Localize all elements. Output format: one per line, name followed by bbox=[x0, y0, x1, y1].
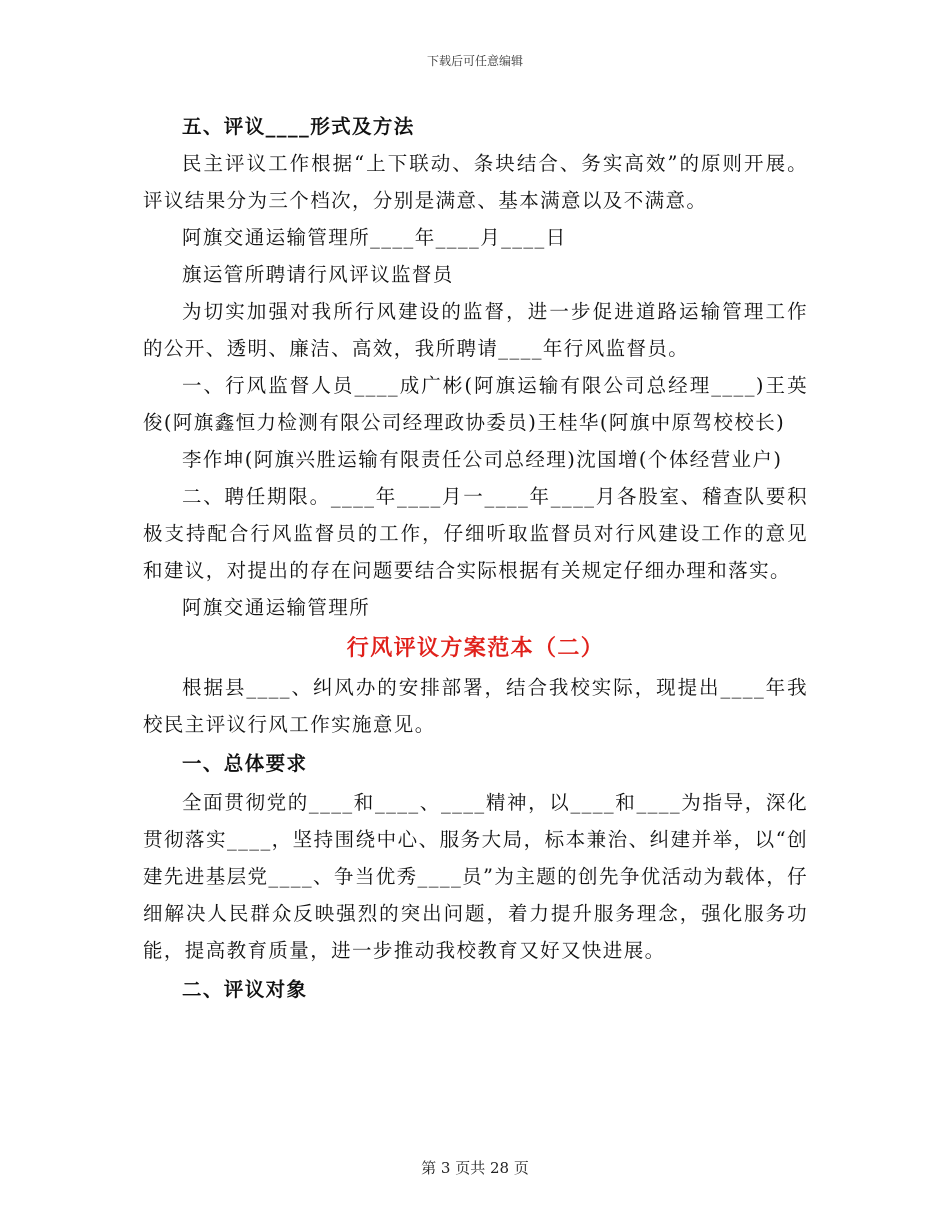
paragraph-intro: 根据县____、纠风办的安排部署，结合我校实际，现提出____年我校民主评议行风工作实施意见。 bbox=[143, 676, 808, 736]
paragraph-supervisors-continued: 李作坤(阿旗兴胜运输有限责任公司总经理)沈国增(个体经营业户) bbox=[182, 448, 783, 471]
section-heading-general-requirements: 一、总体要求 bbox=[182, 752, 308, 775]
page-number: 第 3 页共 28 页 bbox=[421, 1159, 529, 1177]
section-heading-evaluation-targets: 二、评议对象 bbox=[182, 978, 308, 1001]
page-header: 下载后可任意编辑 bbox=[426, 54, 523, 68]
paragraph-notice-title: 旗运管所聘请行风评议监督员 bbox=[182, 263, 454, 286]
section-heading-evaluation-method: 五、评议____形式及方法 bbox=[182, 115, 415, 138]
paragraph-supervisors: 一、行风监督人员____成广彬(阿旗运输有限公司总经理____)王英俊(阿旗鑫恒力检测有限公司经理政协委员)王桂华(阿旗中原驾校校长) bbox=[143, 374, 808, 434]
paragraph-purpose: 为切实加强对我所行风建设的监督，进一步促进道路运输管理工作的公开、透明、廉洁、高效，我所聘请____年行风监督员。 bbox=[143, 300, 808, 360]
paragraph-term: 二、聘任期限。____年____月一____年____月各股室、稽查队要积极支持配合行风监督员的工作，仔细听取监督员对行风建设工作的意见和建议，对提出的存在问题要结合实际根据有关规定仔细办理和落实。 bbox=[143, 485, 808, 582]
paragraph-signature: 阿旗交通运输管理所 bbox=[182, 596, 371, 619]
document-title: 行风评议方案范本（二） bbox=[346, 635, 605, 661]
paragraph-general-requirements: 全面贯彻党的____和____、____精神，以____和____为指导，深化贯彻落实____，坚持围绕中心、服务大局，标本兼治、纠建并举，以“创建先进基层党____、争当优秀____员”为主题的创先争优活动为载体，仔细解决人民群众反映强烈的突出问题，着力提升服务理念，强化服务功能，提高教育质量，进一步推动我校教育又好又快进展。 bbox=[143, 791, 808, 962]
document-body bbox=[143, 108, 808, 1008]
paragraph-signature-date: 阿旗交通运输管理所____年____月____日 bbox=[182, 226, 567, 249]
paragraph-principle: 民主评议工作根据“上下联动、条块结合、务实高效”的原则开展。评议结果分为三个档次，分别是满意、基本满意以及不满意。 bbox=[143, 152, 808, 212]
